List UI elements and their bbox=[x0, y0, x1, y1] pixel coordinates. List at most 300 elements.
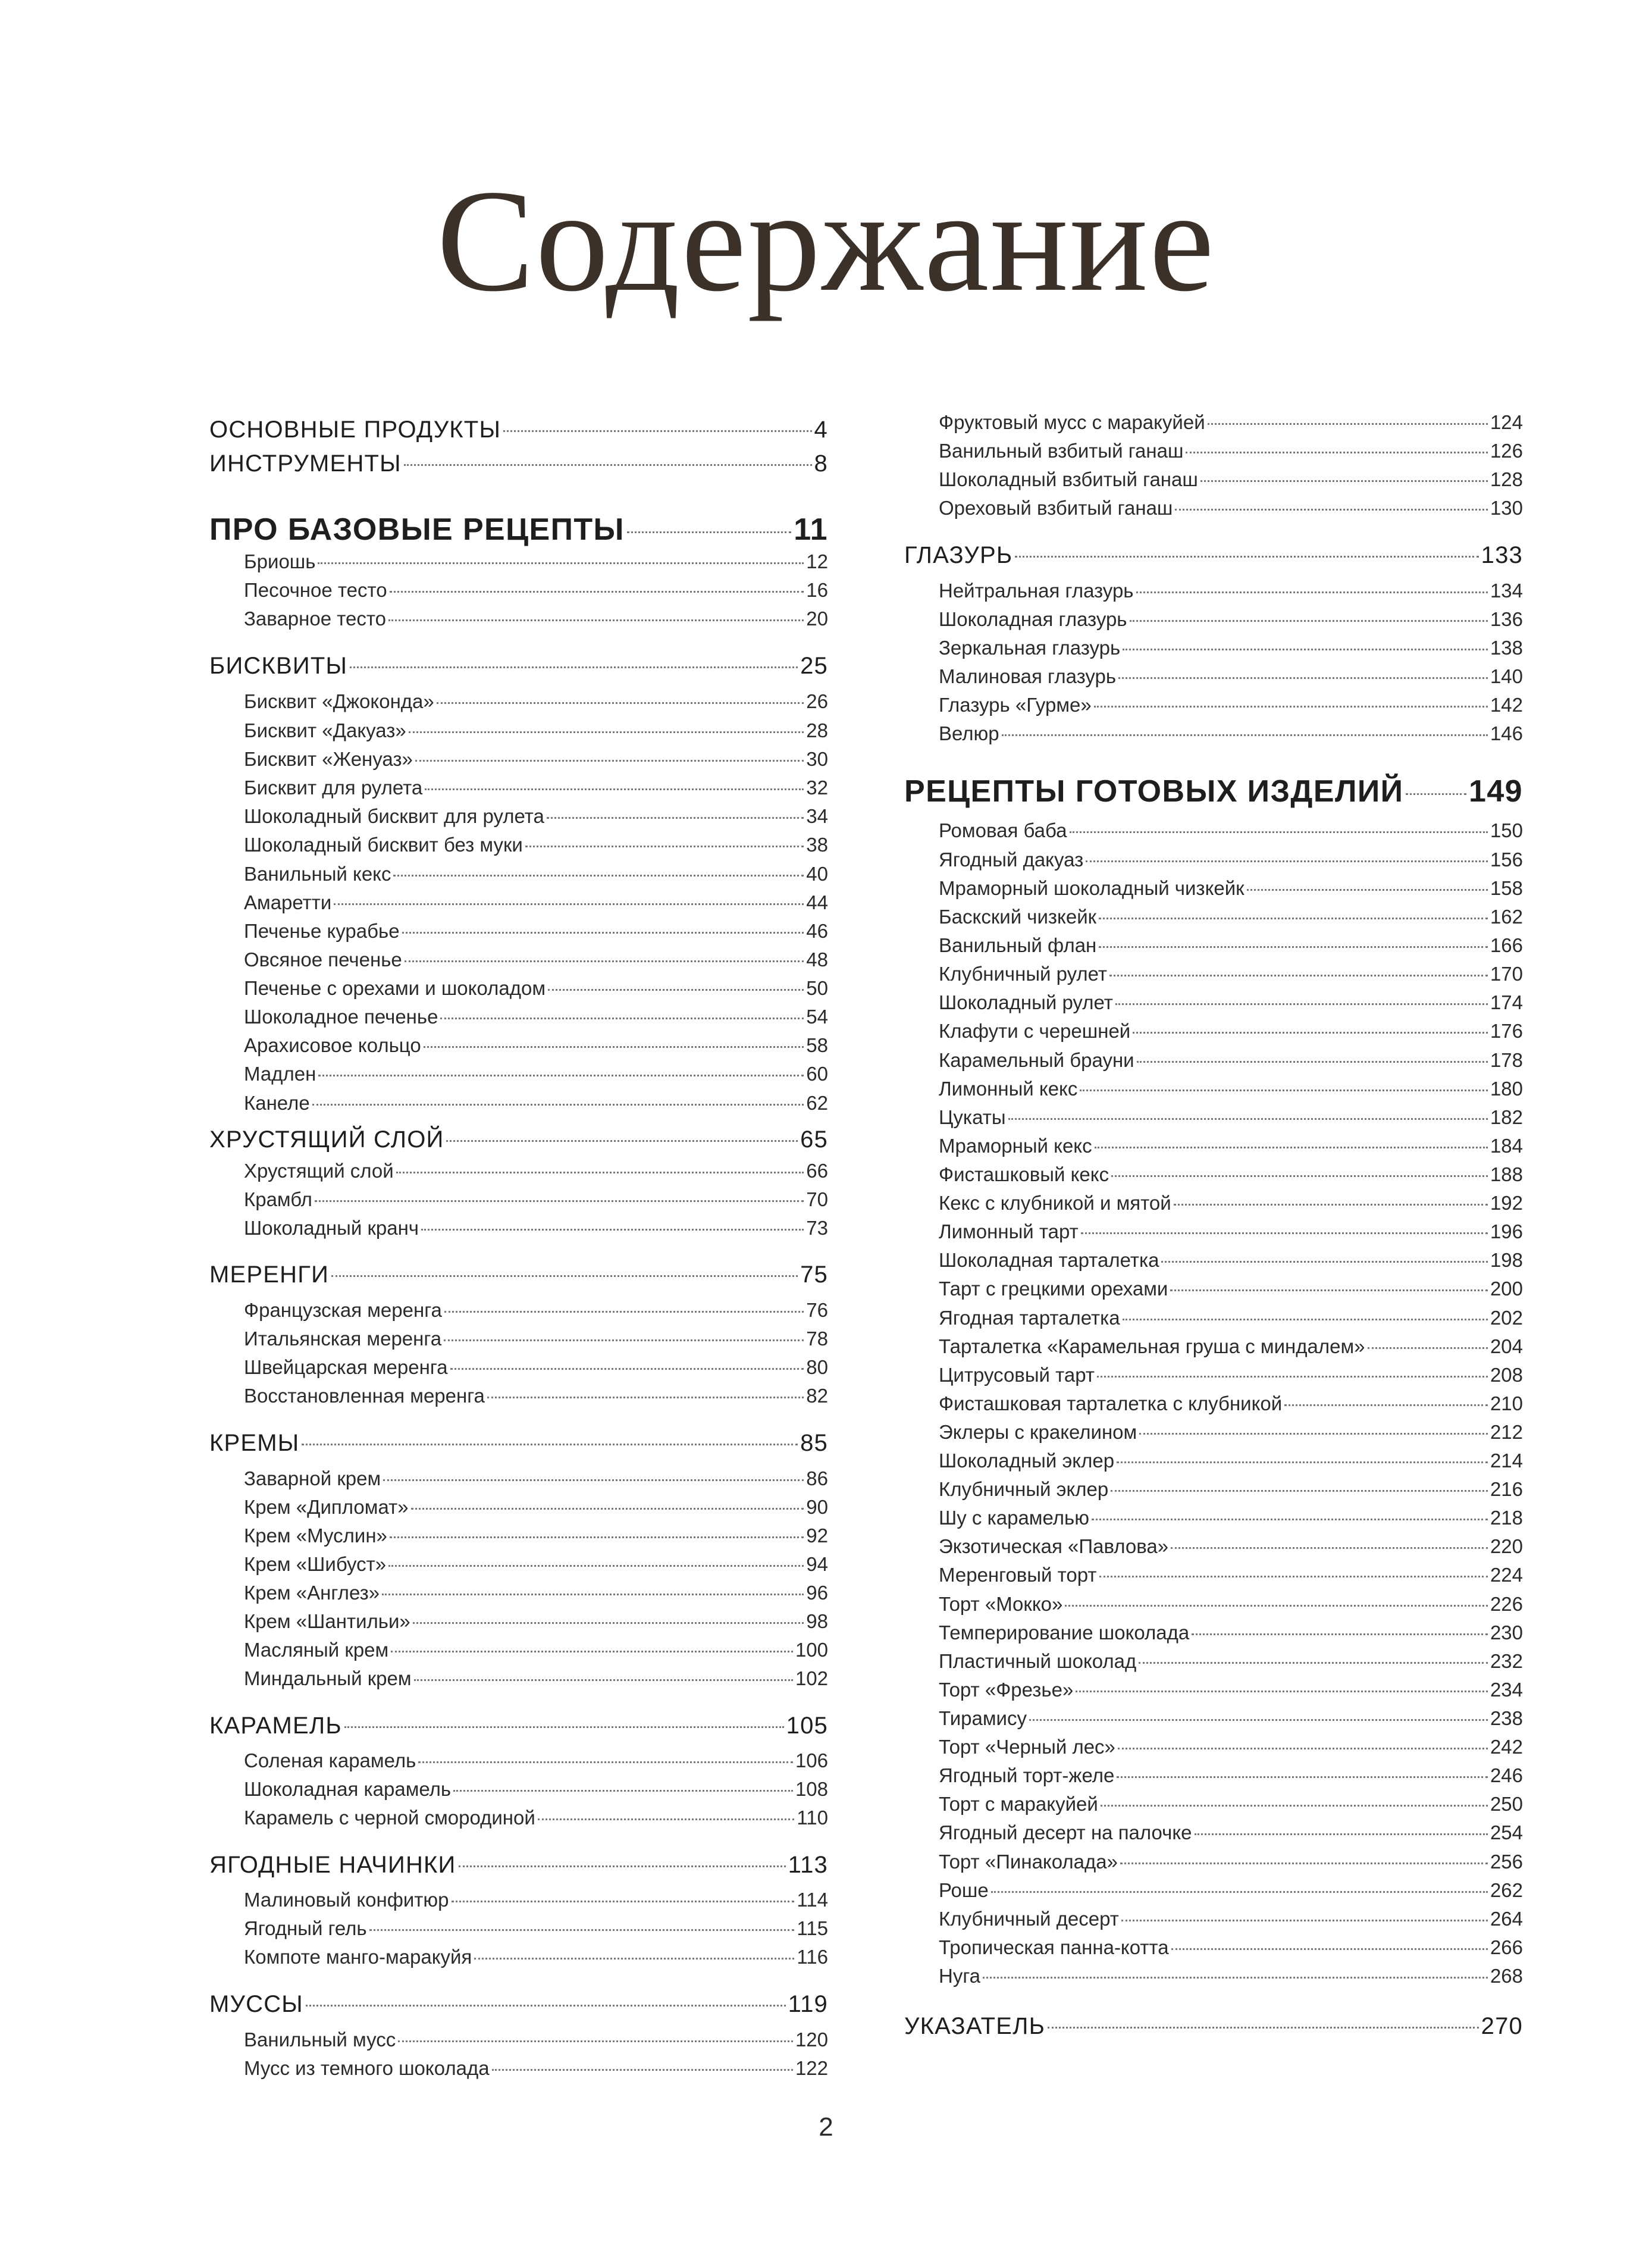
toc-entry-title: Шоколадный кранч bbox=[244, 1217, 419, 1239]
toc-entry-page: 264 bbox=[1490, 1908, 1523, 1930]
dot-leader bbox=[1092, 1505, 1488, 1525]
toc-section-heading[interactable] bbox=[209, 414, 828, 443]
toc-entry[interactable] bbox=[904, 1935, 1523, 1959]
dot-leader bbox=[444, 1297, 804, 1317]
toc-entry-title: Торт «Черный лес» bbox=[939, 1736, 1115, 1758]
toc-entry[interactable] bbox=[904, 961, 1523, 985]
toc-entry-title: Клубничный рулет bbox=[939, 963, 1108, 985]
dot-leader bbox=[1118, 663, 1488, 683]
toc-entry[interactable] bbox=[904, 990, 1523, 1014]
toc-entry[interactable] bbox=[209, 2055, 828, 2080]
toc-entry-title: Миндальный крем bbox=[244, 1667, 412, 1689]
dot-leader bbox=[1094, 692, 1488, 712]
toc-entry-page: 214 bbox=[1490, 1450, 1523, 1472]
toc-entry[interactable] bbox=[209, 1326, 828, 1350]
toc-entry[interactable] bbox=[209, 1887, 828, 1911]
toc-entry[interactable] bbox=[904, 1391, 1523, 1415]
toc-entry-title: КРЕМЫ bbox=[209, 1430, 300, 1456]
toc-entry-title: Ягодный дакуаз bbox=[939, 849, 1084, 871]
dot-leader bbox=[446, 1123, 798, 1147]
toc-entry[interactable] bbox=[209, 1383, 828, 1407]
toc-entry-title: Фисташковая тарталетка с клубникой bbox=[939, 1392, 1283, 1414]
toc-entry-page: 270 bbox=[1481, 2013, 1523, 2039]
dot-leader bbox=[1368, 1334, 1488, 1353]
dot-leader bbox=[1095, 1133, 1488, 1153]
toc-entry[interactable] bbox=[904, 1734, 1523, 1758]
toc-entry-title: Крем «Англез» bbox=[244, 1582, 380, 1604]
toc-entry-page: 102 bbox=[795, 1667, 828, 1689]
toc-entry-page: 11 bbox=[794, 512, 828, 547]
toc-entry[interactable] bbox=[209, 1637, 828, 1661]
toc-entry[interactable] bbox=[904, 1677, 1523, 1701]
toc-entry[interactable] bbox=[904, 1162, 1523, 1186]
toc-entry[interactable] bbox=[904, 663, 1523, 688]
toc-entry-page: 133 bbox=[1481, 542, 1523, 568]
toc-entry[interactable] bbox=[209, 775, 828, 799]
dot-leader bbox=[1111, 1476, 1488, 1496]
toc-entry-title: Песочное тесто bbox=[244, 579, 387, 601]
toc-entry-title: Бриошь bbox=[244, 550, 316, 572]
toc-entry-title: Эклеры с кракелином bbox=[939, 1421, 1137, 1443]
toc-entry-title: Фруктовый мусс с маракуйей bbox=[939, 411, 1205, 433]
dot-leader bbox=[344, 1710, 784, 1733]
toc-entry[interactable] bbox=[904, 1591, 1523, 1616]
toc-entry-title: Шоколадный рулет bbox=[939, 991, 1113, 1013]
toc-entry-page: 216 bbox=[1490, 1478, 1523, 1500]
toc-entry[interactable] bbox=[904, 1648, 1523, 1673]
toc-entry-page: 116 bbox=[797, 1946, 828, 1968]
dot-leader bbox=[388, 606, 804, 625]
toc-entry[interactable] bbox=[904, 1219, 1523, 1243]
toc-entry-title: РЕЦЕПТЫ ГОТОВЫХ ИЗДЕЛИЙ bbox=[904, 774, 1404, 809]
toc-entry-title: Экзотическая «Павлова» bbox=[939, 1535, 1169, 1557]
toc-entry-page: 12 bbox=[806, 550, 828, 572]
toc-section-heading[interactable] bbox=[209, 1427, 828, 1457]
toc-entry-title: ГЛАЗУРЬ bbox=[904, 542, 1013, 568]
toc-section-heading[interactable] bbox=[209, 1988, 828, 2018]
toc-entry-page: 114 bbox=[797, 1889, 828, 1911]
toc-entry-page: 226 bbox=[1490, 1593, 1523, 1615]
toc-section-heading[interactable] bbox=[209, 1123, 828, 1153]
dot-leader bbox=[1175, 495, 1488, 515]
toc-entry[interactable] bbox=[904, 1047, 1523, 1072]
dot-leader bbox=[1136, 578, 1488, 597]
dot-leader bbox=[1099, 1562, 1488, 1582]
dot-leader bbox=[334, 890, 804, 909]
toc-entry[interactable] bbox=[209, 1748, 828, 1772]
toc-entry-title: ЯГОДНЫЕ НАЧИНКИ bbox=[209, 1852, 456, 1878]
toc-entry[interactable] bbox=[904, 1505, 1523, 1529]
dot-leader bbox=[1171, 1935, 1488, 1954]
toc-entry-page: 268 bbox=[1490, 1965, 1523, 1987]
toc-entry-page: 108 bbox=[795, 1778, 828, 1800]
toc-entry[interactable] bbox=[904, 467, 1523, 491]
toc-entry-title: Компоте манго-маракуйя bbox=[244, 1946, 472, 1968]
toc-entry[interactable] bbox=[209, 1608, 828, 1633]
toc-entry[interactable] bbox=[904, 1963, 1523, 1987]
toc-entry[interactable] bbox=[904, 409, 1523, 434]
toc-entry-title: Крем «Муслин» bbox=[244, 1525, 387, 1547]
toc-entry[interactable] bbox=[904, 1276, 1523, 1300]
toc-entry-page: 106 bbox=[795, 1749, 828, 1771]
toc-entry-title: Итальянская меренга bbox=[244, 1328, 442, 1350]
toc-entry-title: Ягодный десерт на палочке bbox=[939, 1821, 1192, 1843]
dot-leader bbox=[390, 577, 804, 597]
dot-leader bbox=[459, 1849, 786, 1873]
toc-entry[interactable] bbox=[904, 1247, 1523, 1272]
dot-leader bbox=[1002, 721, 1488, 740]
toc-entry-title: Масляный крем bbox=[244, 1639, 389, 1661]
toc-entry-page: 94 bbox=[806, 1553, 828, 1575]
toc-entry-title: Клубничный эклер bbox=[939, 1478, 1109, 1500]
toc-entry[interactable] bbox=[904, 1820, 1523, 1844]
toc-entry[interactable] bbox=[209, 1666, 828, 1690]
toc-entry-page: 149 bbox=[1469, 774, 1523, 809]
toc-entry[interactable] bbox=[209, 1915, 828, 1940]
dot-leader bbox=[1121, 1906, 1488, 1926]
toc-entry[interactable] bbox=[209, 1297, 828, 1322]
toc-entry[interactable] bbox=[904, 495, 1523, 519]
toc-entry[interactable] bbox=[904, 1620, 1523, 1644]
toc-entry-page: 86 bbox=[806, 1467, 828, 1489]
toc-entry-page: 204 bbox=[1490, 1335, 1523, 1357]
toc-entry[interactable] bbox=[209, 1523, 828, 1547]
toc-entry-page: 34 bbox=[806, 805, 828, 827]
dot-leader bbox=[312, 1090, 804, 1110]
toc-section-heading[interactable] bbox=[904, 771, 1523, 809]
toc-entry-page: 140 bbox=[1490, 665, 1523, 687]
toc-entry-page: 58 bbox=[806, 1034, 828, 1056]
toc-entry[interactable] bbox=[209, 1215, 828, 1239]
toc-entry[interactable] bbox=[209, 688, 828, 713]
dot-leader bbox=[1118, 1734, 1488, 1754]
toc-entry-title: Хрустящий слой bbox=[244, 1160, 394, 1182]
toc-entry[interactable] bbox=[209, 1187, 828, 1211]
dot-leader bbox=[413, 1608, 804, 1628]
toc-entry-title: Заварное тесто bbox=[244, 608, 386, 630]
dot-leader bbox=[1029, 1705, 1488, 1725]
toc-entry-page: 73 bbox=[806, 1217, 828, 1239]
dot-leader bbox=[398, 2027, 793, 2046]
dot-leader bbox=[1186, 438, 1488, 458]
dot-leader bbox=[318, 549, 804, 568]
toc-entry[interactable] bbox=[209, 1090, 828, 1115]
dot-leader bbox=[405, 947, 804, 966]
toc-section-heading[interactable] bbox=[209, 447, 828, 477]
toc-entry[interactable] bbox=[209, 577, 828, 602]
dot-leader bbox=[1070, 818, 1488, 837]
toc-entry-title: Лимонный кекс bbox=[939, 1078, 1078, 1100]
toc-entry-page: 250 bbox=[1490, 1793, 1523, 1815]
toc-entry-page: 232 bbox=[1490, 1650, 1523, 1672]
dot-leader bbox=[425, 775, 804, 794]
toc-entry-title: Баскский чизкейк bbox=[939, 906, 1097, 928]
toc-entry-title: Ягодный гель bbox=[244, 1917, 367, 1939]
toc-entry-page: 176 bbox=[1490, 1020, 1523, 1042]
toc-entry-title: МЕРЕНГИ bbox=[209, 1262, 330, 1288]
toc-entry[interactable] bbox=[904, 692, 1523, 716]
toc-entry-page: 146 bbox=[1490, 722, 1523, 744]
toc-entry[interactable] bbox=[904, 875, 1523, 900]
toc-entry-page: 98 bbox=[806, 1610, 828, 1632]
toc-entry-title: Бисквит «Дакуаз» bbox=[244, 719, 406, 741]
toc-entry[interactable] bbox=[209, 1551, 828, 1576]
dot-leader bbox=[1076, 1677, 1488, 1696]
toc-section-heading[interactable] bbox=[209, 650, 828, 680]
dot-leader bbox=[1015, 539, 1478, 563]
toc-entry[interactable] bbox=[904, 1133, 1523, 1157]
toc-entry[interactable] bbox=[904, 1362, 1523, 1386]
toc-entry-page: 238 bbox=[1490, 1707, 1523, 1729]
toc-entry-page: 80 bbox=[806, 1356, 828, 1378]
toc-entry[interactable] bbox=[209, 1805, 828, 1829]
toc-entry[interactable] bbox=[209, 1004, 828, 1028]
dot-leader bbox=[487, 1383, 804, 1403]
toc-entry[interactable] bbox=[209, 1776, 828, 1801]
toc-entry-title: Шоколадная карамель bbox=[244, 1778, 452, 1800]
toc-entry[interactable] bbox=[904, 1906, 1523, 1930]
dot-leader bbox=[350, 650, 798, 674]
toc-entry-title: Роше bbox=[939, 1879, 989, 1901]
toc-entry-title: Торт с маракуйей bbox=[939, 1793, 1098, 1815]
toc-entry[interactable] bbox=[209, 975, 828, 1000]
toc-entry[interactable] bbox=[209, 606, 828, 630]
dot-leader bbox=[474, 1944, 794, 1964]
toc-entry[interactable] bbox=[209, 1032, 828, 1057]
dot-leader bbox=[1117, 1763, 1488, 1782]
dot-leader bbox=[331, 1259, 798, 1282]
toc-entry-page: 256 bbox=[1490, 1851, 1523, 1873]
toc-entry-title: БИСКВИТЫ bbox=[209, 653, 348, 679]
toc-entry[interactable] bbox=[904, 1104, 1523, 1129]
toc-entry[interactable] bbox=[209, 832, 828, 856]
toc-entry[interactable] bbox=[904, 1448, 1523, 1472]
toc-entry-title: Темперирование шоколада bbox=[939, 1622, 1190, 1644]
toc-entry-title: Печенье курабье bbox=[244, 920, 400, 942]
toc-entry[interactable] bbox=[904, 635, 1523, 659]
dot-leader bbox=[424, 1032, 804, 1052]
toc-entry[interactable] bbox=[904, 578, 1523, 602]
toc-entry-title: Крем «Дипломат» bbox=[244, 1496, 409, 1518]
dot-leader bbox=[437, 688, 804, 708]
toc-entry[interactable] bbox=[209, 746, 828, 771]
toc-entry-page: 134 bbox=[1490, 580, 1523, 602]
toc-entry[interactable] bbox=[904, 1476, 1523, 1501]
toc-entry[interactable] bbox=[209, 1580, 828, 1604]
toc-entry-page: 16 bbox=[806, 579, 828, 601]
dot-leader bbox=[1137, 1047, 1488, 1067]
toc-entry-page: 234 bbox=[1490, 1679, 1523, 1701]
toc-entry[interactable] bbox=[209, 1944, 828, 1968]
toc-entry[interactable] bbox=[904, 1763, 1523, 1787]
toc-entry-page: 76 bbox=[806, 1299, 828, 1321]
toc-entry-page: 124 bbox=[1490, 411, 1523, 433]
dot-leader bbox=[409, 718, 804, 737]
dot-leader bbox=[415, 746, 804, 766]
toc-entry-title: Ромовая баба bbox=[939, 819, 1067, 841]
toc-entry[interactable] bbox=[904, 438, 1523, 462]
toc-entry[interactable] bbox=[904, 1334, 1523, 1358]
toc-entry-page: 96 bbox=[806, 1582, 828, 1604]
toc-entry[interactable] bbox=[209, 1494, 828, 1519]
toc-entry-title: Крамбл bbox=[244, 1188, 312, 1210]
toc-entry[interactable] bbox=[209, 803, 828, 828]
dot-leader bbox=[383, 1466, 804, 1485]
toc-entry-page: 208 bbox=[1490, 1364, 1523, 1386]
toc-entry-page: 242 bbox=[1490, 1736, 1523, 1758]
toc-entry-title: Мраморный кекс bbox=[939, 1135, 1092, 1157]
dot-leader bbox=[983, 1963, 1488, 1983]
toc-entry[interactable] bbox=[904, 606, 1523, 631]
toc-entry-page: 90 bbox=[806, 1496, 828, 1518]
dot-leader bbox=[1123, 1305, 1488, 1325]
dot-leader bbox=[404, 447, 812, 471]
toc-entry-page: 218 bbox=[1490, 1507, 1523, 1529]
toc-entry[interactable] bbox=[904, 847, 1523, 871]
toc-entry[interactable] bbox=[904, 932, 1523, 957]
toc-entry[interactable] bbox=[209, 918, 828, 943]
dot-leader bbox=[396, 1158, 804, 1178]
dot-leader bbox=[318, 1061, 804, 1081]
toc-entry-title: Канеле bbox=[244, 1092, 310, 1114]
toc-entry-page: 54 bbox=[806, 1006, 828, 1028]
toc-entry-title: УКАЗАТЕЛЬ bbox=[904, 2013, 1046, 2039]
dot-leader bbox=[492, 2055, 793, 2075]
toc-entry[interactable] bbox=[904, 1791, 1523, 1815]
toc-entry-page: 196 bbox=[1490, 1220, 1523, 1242]
toc-entry-page: 38 bbox=[806, 834, 828, 856]
toc-entry-title: ПРО БАЗОВЫЕ РЕЦЕПТЫ bbox=[209, 512, 625, 547]
toc-section-heading[interactable] bbox=[209, 1259, 828, 1288]
toc-entry[interactable] bbox=[209, 2027, 828, 2051]
dot-leader bbox=[1133, 1018, 1488, 1038]
toc-entry-title: Ванильный взбитый ганаш bbox=[939, 440, 1184, 462]
dot-leader bbox=[402, 918, 804, 938]
toc-entry-title: Арахисовое кольцо bbox=[244, 1034, 421, 1056]
toc-entry[interactable] bbox=[904, 1018, 1523, 1043]
toc-entry-title: Ореховый взбитый ганаш bbox=[939, 497, 1173, 519]
toc-entry[interactable] bbox=[904, 1877, 1523, 1902]
dot-leader bbox=[1101, 1791, 1488, 1811]
dot-leader bbox=[1081, 1219, 1488, 1238]
toc-entry[interactable] bbox=[209, 1158, 828, 1182]
toc-entry-title: Пластичный шоколад bbox=[939, 1650, 1137, 1672]
toc-entry[interactable] bbox=[904, 1305, 1523, 1329]
toc-entry-title: Шоколадный взбитый ганаш bbox=[939, 468, 1198, 490]
dot-leader bbox=[991, 1877, 1488, 1897]
dot-leader bbox=[1120, 1849, 1488, 1868]
toc-entry-title: Карамельный брауни bbox=[939, 1049, 1134, 1071]
toc-entry-title: Мадлен bbox=[244, 1063, 316, 1085]
toc-entry[interactable] bbox=[209, 947, 828, 971]
dot-leader bbox=[315, 1187, 804, 1206]
toc-section-heading[interactable] bbox=[209, 509, 828, 547]
toc-entry[interactable] bbox=[904, 1705, 1523, 1730]
toc-entry-page: 246 bbox=[1490, 1764, 1523, 1786]
toc-entry-page: 75 bbox=[800, 1262, 828, 1288]
toc-entry[interactable] bbox=[904, 818, 1523, 842]
toc-entry-page: 40 bbox=[806, 863, 828, 885]
dot-leader bbox=[1406, 771, 1466, 802]
dot-leader bbox=[452, 1887, 795, 1907]
toc-entry-page: 192 bbox=[1490, 1192, 1523, 1214]
dot-leader bbox=[1130, 606, 1488, 626]
toc-entry[interactable] bbox=[904, 1076, 1523, 1100]
dot-leader bbox=[548, 975, 804, 995]
toc-entry-title: Тропическая панна-котта bbox=[939, 1936, 1169, 1958]
toc-entry-page: 4 bbox=[814, 417, 828, 443]
toc-section-heading[interactable] bbox=[904, 539, 1523, 569]
toc-entry-title: ХРУСТЯЩИЙ СЛОЙ bbox=[209, 1126, 444, 1153]
toc-entry[interactable] bbox=[209, 861, 828, 885]
toc-entry-page: 92 bbox=[806, 1525, 828, 1547]
toc-entry-title: Ванильный флан bbox=[939, 934, 1097, 956]
toc-entry-page: 105 bbox=[786, 1713, 828, 1739]
toc-entry-page: 200 bbox=[1490, 1278, 1523, 1300]
toc-entry-title: Французская меренга bbox=[244, 1299, 442, 1321]
toc-entry-title: ИНСТРУМЕНТЫ bbox=[209, 450, 402, 477]
toc-entry-title: Лимонный тарт bbox=[939, 1220, 1079, 1242]
toc-entry-page: 113 bbox=[788, 1852, 828, 1878]
toc-entry-title: Шоколадный эклер bbox=[939, 1450, 1115, 1472]
toc-entry-page: 46 bbox=[806, 920, 828, 942]
toc-entry-title: Мусс из темного шоколада bbox=[244, 2057, 490, 2079]
toc-entry-title: Нейтральная глазурь bbox=[939, 580, 1134, 602]
toc-entry[interactable] bbox=[904, 1849, 1523, 1873]
toc-entry-page: 70 bbox=[806, 1188, 828, 1210]
toc-entry-page: 166 bbox=[1490, 934, 1523, 956]
toc-entry[interactable] bbox=[904, 1190, 1523, 1214]
dot-leader bbox=[1065, 1591, 1488, 1611]
toc-entry-title: Бисквит «Женуаз» bbox=[244, 748, 413, 770]
toc-entry[interactable] bbox=[209, 890, 828, 914]
toc-entry-title: Шоколадное печенье bbox=[244, 1006, 438, 1028]
toc-entry[interactable] bbox=[209, 1354, 828, 1379]
toc-entry[interactable] bbox=[904, 1419, 1523, 1444]
toc-entry-title: Малиновый конфитюр bbox=[244, 1889, 449, 1911]
toc-entry-page: 210 bbox=[1490, 1392, 1523, 1414]
toc-entry-page: 130 bbox=[1490, 497, 1523, 519]
toc-entry-title: Амаретти bbox=[244, 891, 332, 913]
toc-section-heading[interactable] bbox=[904, 2010, 1523, 2040]
dot-leader bbox=[414, 1666, 793, 1685]
toc-entry-page: 128 bbox=[1490, 468, 1523, 490]
dot-leader bbox=[1117, 1448, 1488, 1467]
toc-entry-title: Кекс с клубникой и мятой bbox=[939, 1192, 1171, 1214]
dot-leader bbox=[1115, 990, 1488, 1009]
toc-entry[interactable] bbox=[209, 1061, 828, 1085]
toc-section-heading[interactable] bbox=[209, 1849, 828, 1879]
toc-entry-title: Шоколадный бисквит для рулета bbox=[244, 805, 544, 827]
toc-entry-title: Тарт с грецкими орехами bbox=[939, 1278, 1168, 1300]
dot-leader bbox=[391, 1637, 793, 1657]
toc-entry[interactable] bbox=[904, 904, 1523, 928]
toc-entry-title: Крем «Шибуст» bbox=[244, 1553, 387, 1575]
toc-entry[interactable] bbox=[904, 721, 1523, 745]
dot-leader bbox=[393, 861, 804, 881]
toc-entry[interactable] bbox=[209, 549, 828, 573]
dot-leader bbox=[503, 414, 811, 437]
toc-entry-title: Мраморный шоколадный чизкейк bbox=[939, 877, 1245, 899]
toc-entry[interactable] bbox=[904, 1562, 1523, 1586]
toc-section-heading[interactable] bbox=[209, 1710, 828, 1739]
toc-entry-title: Овсяное печенье bbox=[244, 949, 402, 971]
toc-entry[interactable] bbox=[209, 718, 828, 742]
toc-entry-page: 138 bbox=[1490, 637, 1523, 659]
dot-leader bbox=[1099, 932, 1488, 952]
toc-entry[interactable] bbox=[904, 1533, 1523, 1558]
toc-entry[interactable] bbox=[209, 1466, 828, 1490]
